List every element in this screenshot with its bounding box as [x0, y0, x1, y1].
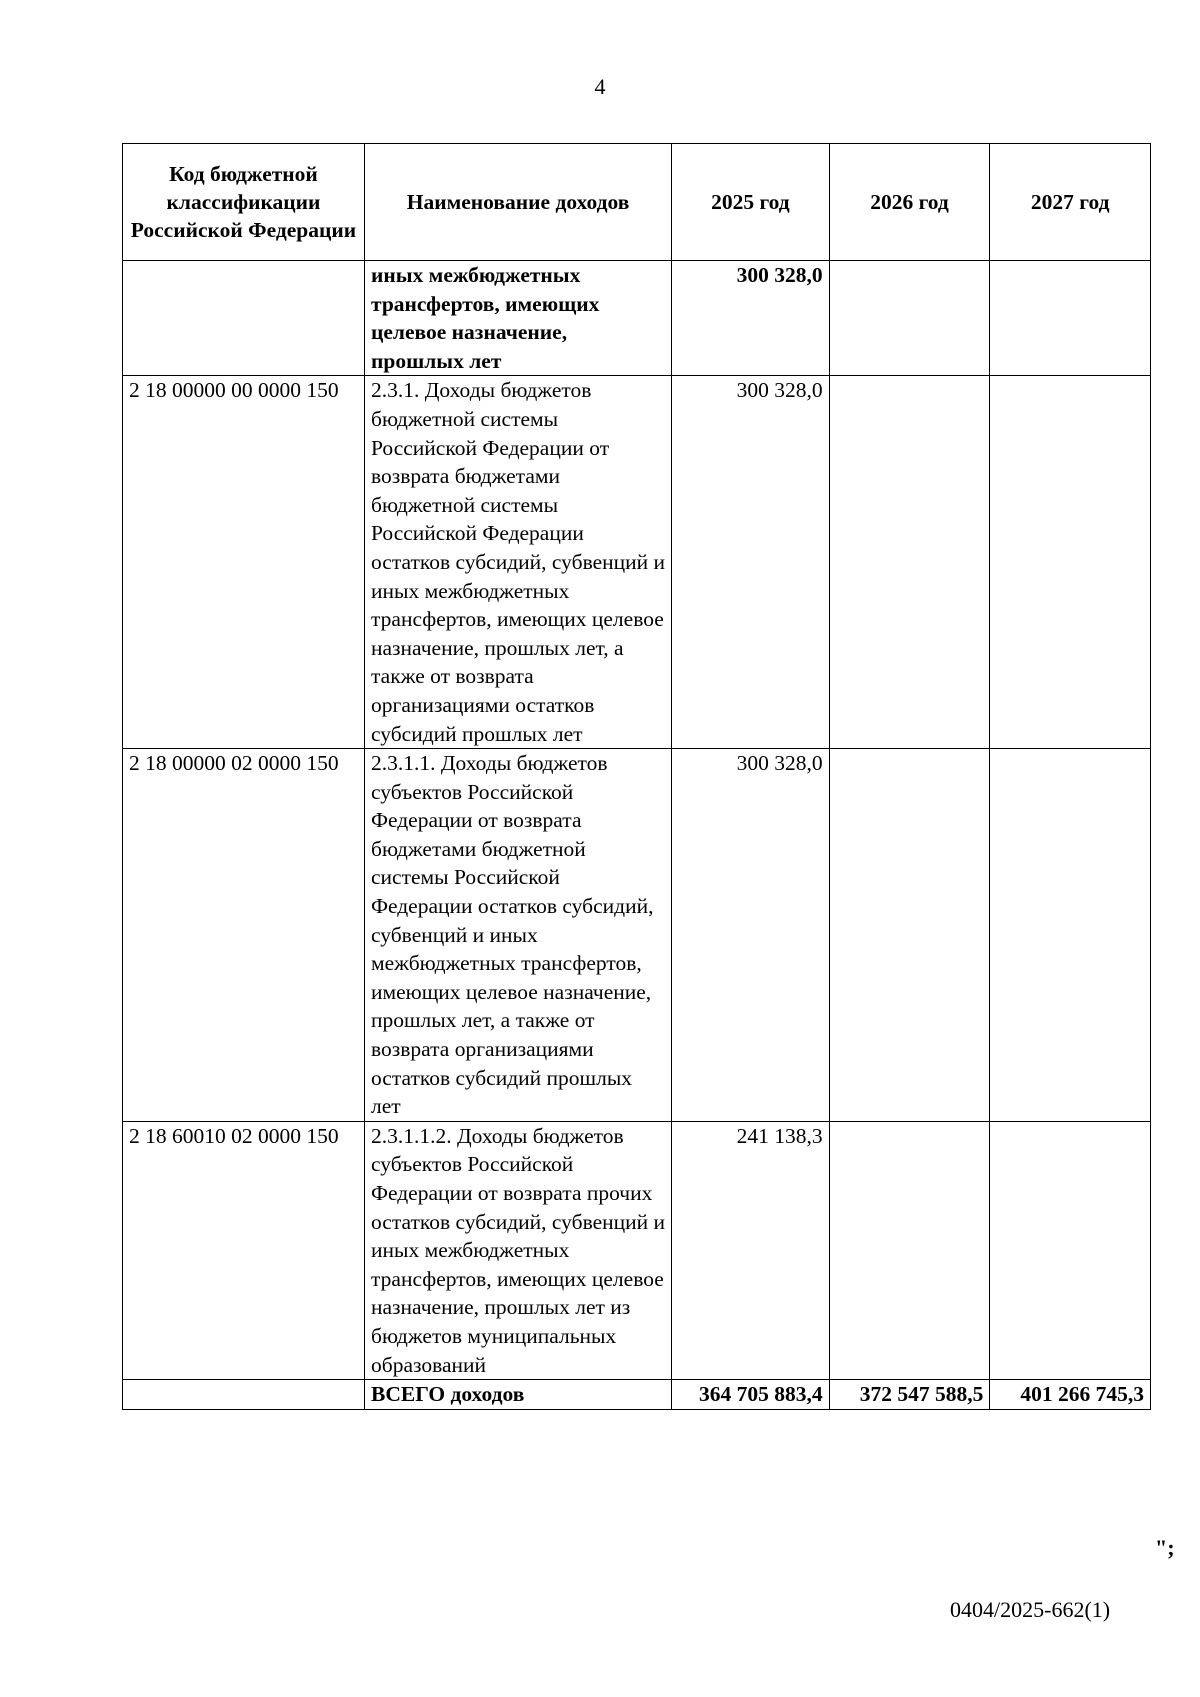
header-code: Код бюджетной классификации Российской Федерации: [123, 144, 365, 261]
total-2025: 364 705 883,4: [672, 1380, 830, 1410]
row-value-2027: [990, 376, 1151, 749]
header-2025: 2025 год: [672, 144, 830, 261]
row-code: 2 18 00000 00 0000 150: [123, 376, 365, 749]
total-label: ВСЕГО доходов: [365, 1380, 672, 1410]
total-2026: 372 547 588,5: [829, 1380, 990, 1410]
closing-quote-mark: ";: [1155, 1535, 1175, 1560]
table-row: [123, 376, 1151, 749]
header-2027: 2027 год: [990, 144, 1151, 261]
total-2027: 401 266 745,3: [990, 1380, 1151, 1410]
row-value-2026: [829, 261, 990, 376]
row-value-2026: [829, 1121, 990, 1379]
row-name: 2.3.1.1. Доходы бюджетов субъектов Российской Федерации от возврата бюджетами бюджетной системы Российской Федерации остатков субсидий, субвенций и иных межбюджетных трансфертов, имеющих целевое назначение, прошлых лет, а также от возврата организациями остатков субсидий прошлых лет: [365, 749, 672, 1122]
table-row: [123, 261, 1151, 376]
total-row: [123, 1380, 1151, 1410]
header-2026: 2026 год: [829, 144, 990, 261]
document-id: 0404/2025-662(1): [950, 1597, 1111, 1622]
table-header-row: [123, 144, 1151, 261]
row-value-2027: [990, 261, 1151, 376]
revenue-table: [122, 143, 1151, 1410]
total-code: [123, 1380, 365, 1410]
table-row: [123, 749, 1151, 1122]
row-code: 2 18 60010 02 0000 150: [123, 1121, 365, 1379]
row-name: 2.3.1. Доходы бюджетов бюджетной системы Российской Федерации от возврата бюджетами бюджетной системы Российской Федерации остатков субсидий, субвенций и иных межбюджетных трансфертов, имеющих целевое назначение, прошлых лет, а также от возврата организациями остатков субсидий прошлых лет: [365, 376, 672, 749]
row-value-2025: 300 328,0: [672, 749, 830, 1122]
row-code: [123, 261, 365, 376]
row-code: 2 18 00000 02 0000 150: [123, 749, 365, 1122]
row-value-2025: 241 138,3: [672, 1121, 830, 1379]
row-name: иных межбюджетных трансфертов, имеющих целевое назначение, прошлых лет: [365, 261, 672, 376]
row-value-2026: [829, 376, 990, 749]
header-name: Наименование доходов: [365, 144, 672, 261]
row-name: 2.3.1.1.2. Доходы бюджетов субъектов Российской Федерации от возврата прочих остатков субсидий, субвенций и иных межбюджетных трансфертов, имеющих целевое назначение, прошлых лет из бюджетов муниципальных образований: [365, 1121, 672, 1379]
row-value-2025: 300 328,0: [672, 376, 830, 749]
row-value-2025: 300 328,0: [672, 261, 830, 376]
row-value-2027: [990, 749, 1151, 1122]
row-value-2027: [990, 1121, 1151, 1379]
page-number: 4: [594, 74, 606, 99]
table-row: [123, 1121, 1151, 1379]
row-value-2026: [829, 749, 990, 1122]
